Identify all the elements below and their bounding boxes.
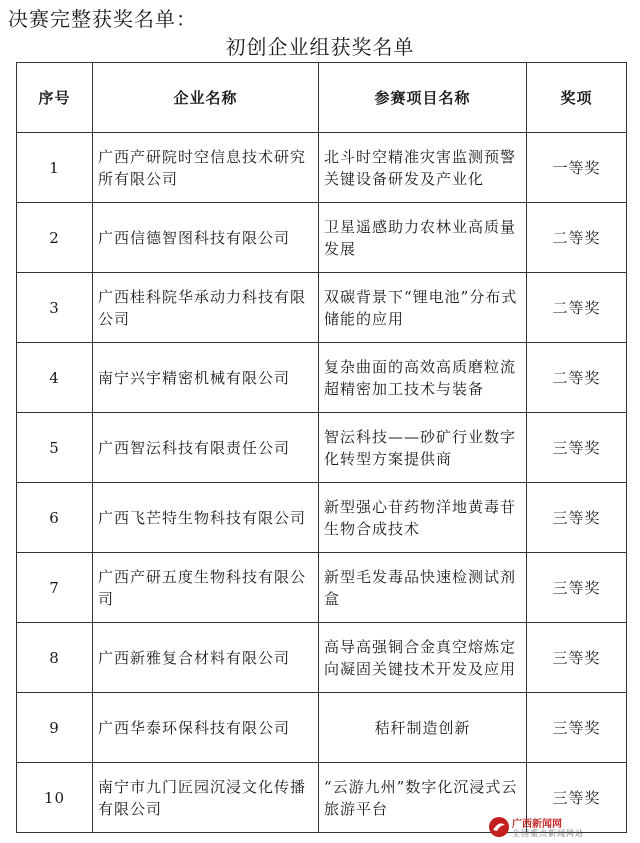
row-number: 10 — [17, 763, 93, 833]
company-name: 广西智沄科技有限责任公司 — [93, 413, 319, 483]
company-name: 广西华泰环保科技有限公司 — [93, 693, 319, 763]
header-project: 参赛项目名称 — [319, 63, 527, 133]
project-name: 秸秆制造创新 — [319, 693, 527, 763]
row-number: 9 — [17, 693, 93, 763]
site-logo-icon — [488, 816, 510, 838]
table-row — [17, 623, 627, 693]
project-name: 高导高强铜合金真空熔炼定向凝固关键技术开发及应用 — [319, 623, 527, 693]
award-level: 三等奖 — [527, 763, 627, 833]
table-row — [17, 413, 627, 483]
award-level: 三等奖 — [527, 693, 627, 763]
table-row — [17, 343, 627, 413]
page-heading: 决赛完整获奖名单： — [8, 7, 197, 31]
award-table — [16, 62, 627, 833]
company-name: 广西产研五度生物科技有限公司 — [93, 553, 319, 623]
award-level: 三等奖 — [527, 483, 627, 553]
project-name: 新型强心苷药物洋地黄毒苷生物合成技术 — [319, 483, 527, 553]
award-level: 三等奖 — [527, 553, 627, 623]
award-level: 二等奖 — [527, 203, 627, 273]
company-name: 广西产研院时空信息技术研究所有限公司 — [93, 133, 319, 203]
row-number: 8 — [17, 623, 93, 693]
watermark-subtitle: 全国重点新闻网站 — [512, 829, 584, 838]
company-name: 广西新雅复合材料有限公司 — [93, 623, 319, 693]
row-number: 2 — [17, 203, 93, 273]
company-name: 南宁兴宇精密机械有限公司 — [93, 343, 319, 413]
award-level: 一等奖 — [527, 133, 627, 203]
header-company: 企业名称 — [93, 63, 319, 133]
table-row — [17, 133, 627, 203]
table-row — [17, 273, 627, 343]
company-name: 广西信德智图科技有限公司 — [93, 203, 319, 273]
project-name: 卫星遥感助力农林业高质量发展 — [319, 203, 527, 273]
row-number: 7 — [17, 553, 93, 623]
table-row — [17, 553, 627, 623]
site-watermark — [488, 813, 638, 841]
row-number: 1 — [17, 133, 93, 203]
row-number: 5 — [17, 413, 93, 483]
project-name: 智沄科技——砂矿行业数字化转型方案提供商 — [319, 413, 527, 483]
award-level: 三等奖 — [527, 623, 627, 693]
award-level: 二等奖 — [527, 273, 627, 343]
company-name: 南宁市九门匠园沉浸文化传播有限公司 — [93, 763, 319, 833]
watermark-title: 广西新闻网 — [512, 819, 562, 830]
company-name: 广西飞芒特生物科技有限公司 — [93, 483, 319, 553]
table-row — [17, 483, 627, 553]
project-name: “云游九州”数字化沉浸式云旅游平台 — [319, 763, 527, 833]
project-name: 复杂曲面的高效高质磨粒流超精密加工技术与装备 — [319, 343, 527, 413]
award-level: 三等奖 — [527, 413, 627, 483]
header-number: 序号 — [17, 63, 93, 133]
award-level: 二等奖 — [527, 343, 627, 413]
table-row — [17, 693, 627, 763]
project-name: 北斗时空精准灾害监测预警关键设备研发及产业化 — [319, 133, 527, 203]
project-name: 新型毛发毒品快速检测试剂盒 — [319, 553, 527, 623]
row-number: 6 — [17, 483, 93, 553]
table-row — [17, 203, 627, 273]
company-name: 广西桂科院华承动力科技有限公司 — [93, 273, 319, 343]
table-header-row — [17, 63, 627, 133]
row-number: 3 — [17, 273, 93, 343]
header-award: 奖项 — [527, 63, 627, 133]
row-number: 4 — [17, 343, 93, 413]
table-title: 初创企业组获奖名单 — [225, 35, 415, 59]
project-name: 双碳背景下“锂电池”分布式储能的应用 — [319, 273, 527, 343]
